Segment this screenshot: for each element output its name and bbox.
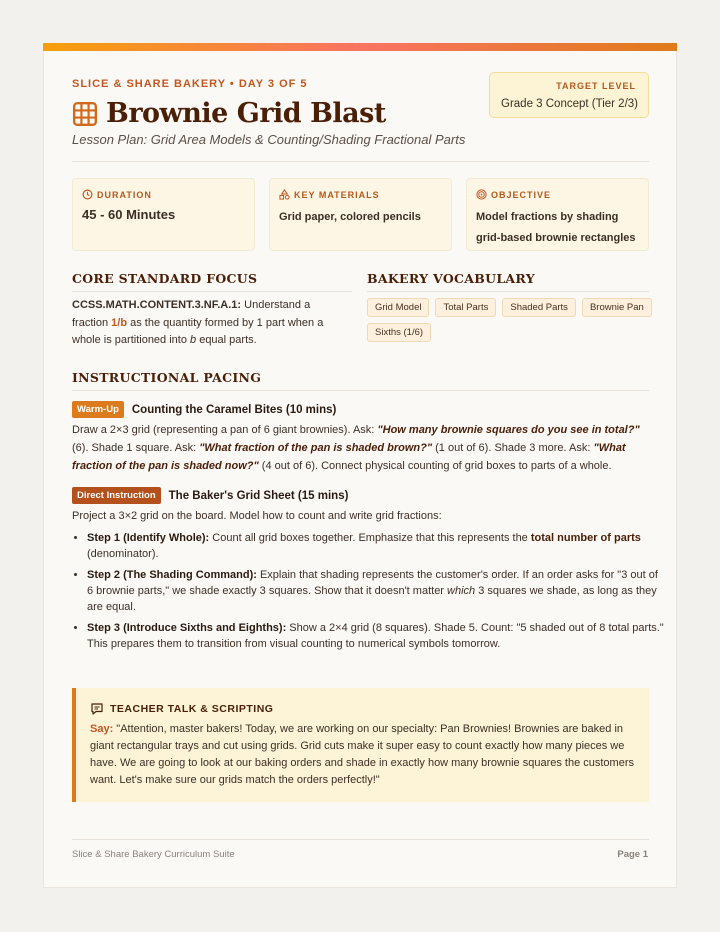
- step-lead: Step 3 (Introduce Sixths and Eighths):: [87, 622, 287, 634]
- objective-card: [466, 178, 649, 251]
- objective-label: OBJECTIVE: [491, 189, 552, 200]
- direct-row: [72, 487, 348, 504]
- duration-card: [72, 178, 255, 251]
- footer-divider: [72, 839, 649, 840]
- step-lead: Step 2 (The Shading Command):: [87, 569, 257, 581]
- standard-fraction: 1/b: [111, 316, 128, 329]
- grid-icon: [72, 101, 98, 127]
- step-text: Count all grid boxes together. Emphasize that this represents the: [209, 532, 531, 544]
- clock-icon: [82, 189, 93, 200]
- warmup-tag: Warm-Up: [72, 401, 124, 418]
- direct-intro: Project a 3×2 grid on the board. Model how to count and write grid fractions:: [72, 510, 442, 522]
- step-item: [87, 567, 667, 615]
- page-subtitle: Lesson Plan: Grid Area Models & Counting/Shading Fractional Parts: [72, 132, 466, 147]
- vocabulary-chips: [367, 298, 652, 342]
- shapes-icon: [279, 189, 290, 200]
- warmup-text-part: (1 out of 6). Shade 3 more. Ask:: [432, 442, 594, 454]
- vocab-chip: Total Parts: [435, 298, 496, 317]
- standard-divider: [72, 291, 352, 292]
- vocab-chip: Sixths (1/6): [367, 323, 431, 342]
- standard-variable: b: [190, 334, 197, 346]
- title-row: [72, 98, 386, 129]
- direct-instruction-tag: Direct Instruction: [72, 487, 161, 504]
- materials-card: [269, 178, 452, 251]
- target-level-value: Grade 3 Concept (Tier 2/3): [501, 98, 638, 110]
- target-icon: [476, 189, 487, 200]
- lesson-page: [43, 43, 677, 888]
- warmup-text-part: (4 out of 6). Connect physical counting of grid boxes to parts of a whole.: [258, 460, 612, 472]
- step-highlight: total number of parts: [530, 532, 641, 544]
- speech-bubble-icon: [90, 702, 104, 716]
- warmup-text-part: (6). Shade 1 square. Ask:: [72, 442, 200, 454]
- standard-text-part: equal parts.: [196, 334, 257, 346]
- step-list: [72, 530, 667, 657]
- warmup-question: "What fraction of the pan is shaded now?": [72, 442, 626, 472]
- warmup-question: "What fraction of the pan is shaded brown?": [199, 442, 433, 454]
- step-text: 3 squares we shade, as long as they are equal.: [87, 585, 657, 613]
- direct-instruction-title: The Baker's Grid Sheet (15 mins): [168, 489, 349, 502]
- standard-text-part: as the quantity formed by 1 part when a whole is partitioned into: [72, 316, 324, 346]
- page-number: Page 1: [617, 849, 648, 860]
- vocabulary-heading: BAKERY VOCABULARY: [367, 271, 535, 286]
- vocab-chip: Grid Model: [367, 298, 429, 317]
- footer-suite-name: Slice & Share Bakery Curriculum Suite: [72, 849, 235, 860]
- step-emphasis: which: [447, 585, 476, 597]
- warmup-text-part: Draw a 2×3 grid (representing a pan of 6 giant brownies). Ask:: [72, 424, 378, 436]
- step-item: [87, 620, 667, 652]
- teacher-script: "Attention, master bakers! Today, we are working on our specialty: Pan Brownies! Brownies are baked in giant rectangular trays and cut using grids. Grid cuts make it super easy to count exactly how many pieces we have. We are going to look at our baking orders and shade in exactly how many brownie squares the customers want. Let's make sure our grids match the orders perfectly!": [90, 723, 634, 786]
- step-text: Explain that shading represents the customer's order. If an order asks for "3 out of 6 brownie parts," we shade exactly 3 squares. Show that it doesn't matter: [87, 569, 658, 597]
- teacher-talk-label: TEACHER TALK & SCRIPTING: [110, 703, 274, 715]
- duration-label: DURATION: [97, 189, 152, 200]
- teacher-talk-text: [90, 721, 640, 789]
- pacing-divider: [72, 390, 649, 391]
- duration-value: 45 - 60 Minutes: [82, 207, 176, 222]
- vocab-chip: Shaded Parts: [502, 298, 576, 317]
- vocab-chip: Brownie Pan: [582, 298, 652, 317]
- standard-heading: CORE STANDARD FOCUS: [72, 271, 258, 286]
- step-text: Show a 2×4 grid (8 squares). Shade 5. Count: "5 shaded out of 8 total parts." This prepares them to transition from visual counting to numerical symbols tomorrow.: [87, 622, 664, 650]
- materials-label: KEY MATERIALS: [294, 189, 380, 200]
- pacing-heading: INSTRUCTIONAL PACING: [72, 370, 262, 385]
- top-accent-bar: [43, 43, 677, 51]
- warmup-row: [72, 401, 336, 418]
- eyebrow-label: SLICE & SHARE BAKERY • DAY 3 OF 5: [72, 78, 308, 90]
- standard-text-part: Understand a fraction: [72, 299, 311, 329]
- warmup-title: Counting the Caramel Bites (10 mins): [131, 403, 337, 416]
- materials-value: Grid paper, colored pencils: [279, 211, 421, 223]
- teacher-talk-box: [72, 688, 649, 802]
- target-level-label: TARGET LEVEL: [556, 81, 636, 91]
- page-title: Brownie Grid Blast: [106, 98, 386, 129]
- vocabulary-divider: [367, 291, 649, 292]
- target-level-box: [489, 72, 649, 118]
- warmup-question: "How many brownie squares do you see in total?": [377, 424, 640, 436]
- step-item: [87, 530, 667, 562]
- header-divider: [72, 161, 649, 162]
- step-lead: Step 1 (Identify Whole):: [87, 532, 210, 544]
- step-text: (denominator).: [87, 548, 159, 560]
- standard-text: [72, 297, 347, 350]
- standard-code: CCSS.MATH.CONTENT.3.NF.A.1:: [72, 299, 242, 311]
- warmup-text: [72, 421, 652, 475]
- objective-value: Model fractions by shading grid-based brownie rectangles: [476, 211, 636, 244]
- say-label: Say:: [90, 723, 114, 735]
